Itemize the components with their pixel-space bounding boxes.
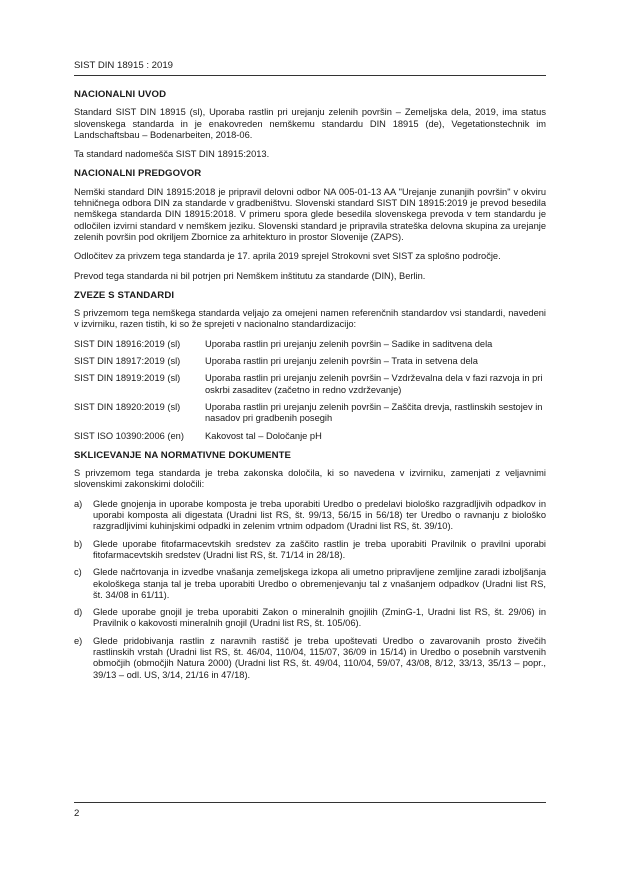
paragraph: S privzemom tega standarda je treba zakonska določila, ki so navedena v izvirniku, zamenjati z veljavnimi slovenskimi zakonskimi določili: [74, 468, 546, 490]
list-item-text: Glede uporabe gnojil je treba uporabiti Zakon o mineralnih gnojilih (ZminG-1, Uradni list RS, št. 29/06) in Pravilnik o kakovosti mineralnih gnojil (Uradni list RS, št. 105/06). [93, 607, 546, 629]
list-item [74, 499, 546, 533]
list-marker: d) [74, 607, 83, 618]
standards-table [74, 339, 546, 442]
list-marker: c) [74, 567, 82, 578]
list-item-text: Glede načrtovanja in izvedbe vnašanja zemeljskega izkopa ali umetno pripravljene zemljine zaradi izboljšanja ekološkega stanja tal je treba uporabiti Uredbo o obremenjevanju tal z vnašanjem odpadkov (Uradni list RS, št. 34/08 in 61/11). [93, 567, 546, 600]
list-item-text: Glede uporabe fitofarmacevtskih sredstev za zaščito rastlin je treba uporabiti Pravilnik o pravilni uporabi fitofarmacevtskih sredstev (Uradni list RS, št. 71/14 in 28/18). [93, 538, 546, 560]
list-item [74, 607, 546, 630]
paragraph: Standard SIST DIN 18915 (sl), Uporaba rastlin pri urejanju zelenih površin – Zemeljska dela, 2019, ima status slovenskega standarda in je enakovreden nemškemu standardu DIN 18915 (de), Vegetationstechnik im Landschaftsbau – Bodenarbeiten, 2018-06. [74, 107, 546, 140]
section-zveze-s-standardi [74, 290, 546, 442]
list-item [74, 567, 546, 601]
page-number: 2 [74, 808, 80, 819]
header-divider [74, 75, 546, 76]
list-item [74, 539, 546, 562]
standard-code: SIST DIN 18919:2019 (sl) [74, 373, 181, 384]
list-item-text: Glede pridobivanja rastlin z naravnih rastišč je treba upoštevati Uredbo o zavarovanih prosto živečih rastlinskih vrstah (Uradni list RS, št. 46/04, 110/04, 115/07, 36/09 in 15/14) in Uredbo o posebnih varstvenih območjih (območjih Natura 2000) (Uradni list RS, št. 49/04, 110/04, 59/07, 43/08, 8/12, 33/13, 35/13 – popr., 39/13 – odl. US, 3/14, 21/16 in 47/18). [93, 635, 546, 680]
paragraph: Prevod tega standarda ni bil potrjen pri Nemškem inštitutu za standarde (DIN), Berlin. [74, 270, 426, 281]
standard-row [74, 356, 546, 367]
standard-title: Uporaba rastlin pri urejanju zelenih površin – Sadike in saditvena dela [205, 338, 493, 349]
section-nacionalni-predgovor [74, 168, 546, 281]
section-heading: ZVEZE S STANDARDI [74, 289, 175, 301]
paragraph: Nemški standard DIN 18915:2018 je pripravil delovni odbor NA 005-01-13 AA "Urejanje zunanjih površin" v okviru tehničnega odbora DIN za standarde v gradbeništvu. Slovenski standard SIST DIN 18915:2019 je prevod besedila nemškega standarda DIN 18915:2018. V primeru spora glede besedila slovenskega prevoda v tem standardu je odločilen izvirni standard v nemškem jeziku. Slovenski standard je pripravila strateška delovna skupina za urejanje zelenih površin pod okriljem Zbornice za arhitekturo in prostor Slovenije (ZAPS). [74, 186, 546, 242]
paragraph: Ta standard nadomešča SIST DIN 18915:2013. [74, 149, 270, 160]
standard-code: SIST DIN 18920:2019 (sl) [74, 401, 181, 412]
section-heading: SKLICEVANJE NA NORMATIVNE DOKUMENTE [74, 449, 292, 461]
standard-title: Kakovost tal – Določanje pH [205, 430, 322, 441]
paragraph: S privzemom tega nemškega standarda veljajo za omejeni namen referenčnih standardov vsi standardi, navedeni v izvirniku, razen tistih, ki so že sprejeti v nacionalno standardizacijo: [74, 308, 546, 330]
section-heading: NACIONALNI UVOD [74, 89, 167, 100]
standard-code: SIST ISO 10390:2006 (en) [74, 430, 184, 441]
standard-title: Uporaba rastlin pri urejanju zelenih površin – Zaščita drevja, rastlinskih sestojev in nasadov pri gradbenih posegih [205, 401, 543, 424]
section-nacionalni-uvod [74, 89, 546, 160]
list-item-text: Glede gnojenja in uporabe komposta je treba uporabiti Uredbo o predelavi biološko razgradljivih odpadkov in uporabi komposta ali digestata (Uradni list RS, št. 99/13, 56/15 in 56/18) ter Uredbo o ravnanju z biološko razgradljivimi kuhinjskimi odpadki in zelenim vrtnim odpadom (Uradni list RS, št. 39/10). [93, 498, 546, 532]
standard-title: Uporaba rastlin pri urejanju zelenih površin – Vzdrževalna dela v fazi razvoja in pri oskrbi zasaditev (začetno in redno vzdrževanje) [205, 373, 543, 395]
standard-row [74, 339, 546, 350]
section-sklicevanje [74, 450, 546, 681]
list-marker: e) [74, 635, 83, 646]
document-body [74, 89, 546, 687]
standard-row [74, 402, 546, 425]
running-header: SIST DIN 18915 : 2019 [74, 60, 174, 71]
standard-code: SIST DIN 18917:2019 (sl) [74, 356, 181, 367]
section-heading: NACIONALNI PREDGOVOR [74, 168, 202, 180]
standard-code: SIST DIN 18916:2019 (sl) [74, 338, 181, 349]
standard-row [74, 373, 546, 396]
standard-title: Uporaba rastlin pri urejanju zelenih površin – Trata in setvena dela [205, 356, 478, 367]
footer-divider [74, 802, 546, 803]
legal-provisions-list [74, 499, 546, 681]
list-item [74, 636, 546, 681]
list-marker: b) [74, 538, 83, 549]
list-marker: a) [74, 498, 83, 509]
standard-row [74, 431, 546, 442]
paragraph: Odločitev za privzem tega standarda je 17. aprila 2019 sprejel Strokovni svet SIST za splošno področje. [74, 251, 501, 262]
